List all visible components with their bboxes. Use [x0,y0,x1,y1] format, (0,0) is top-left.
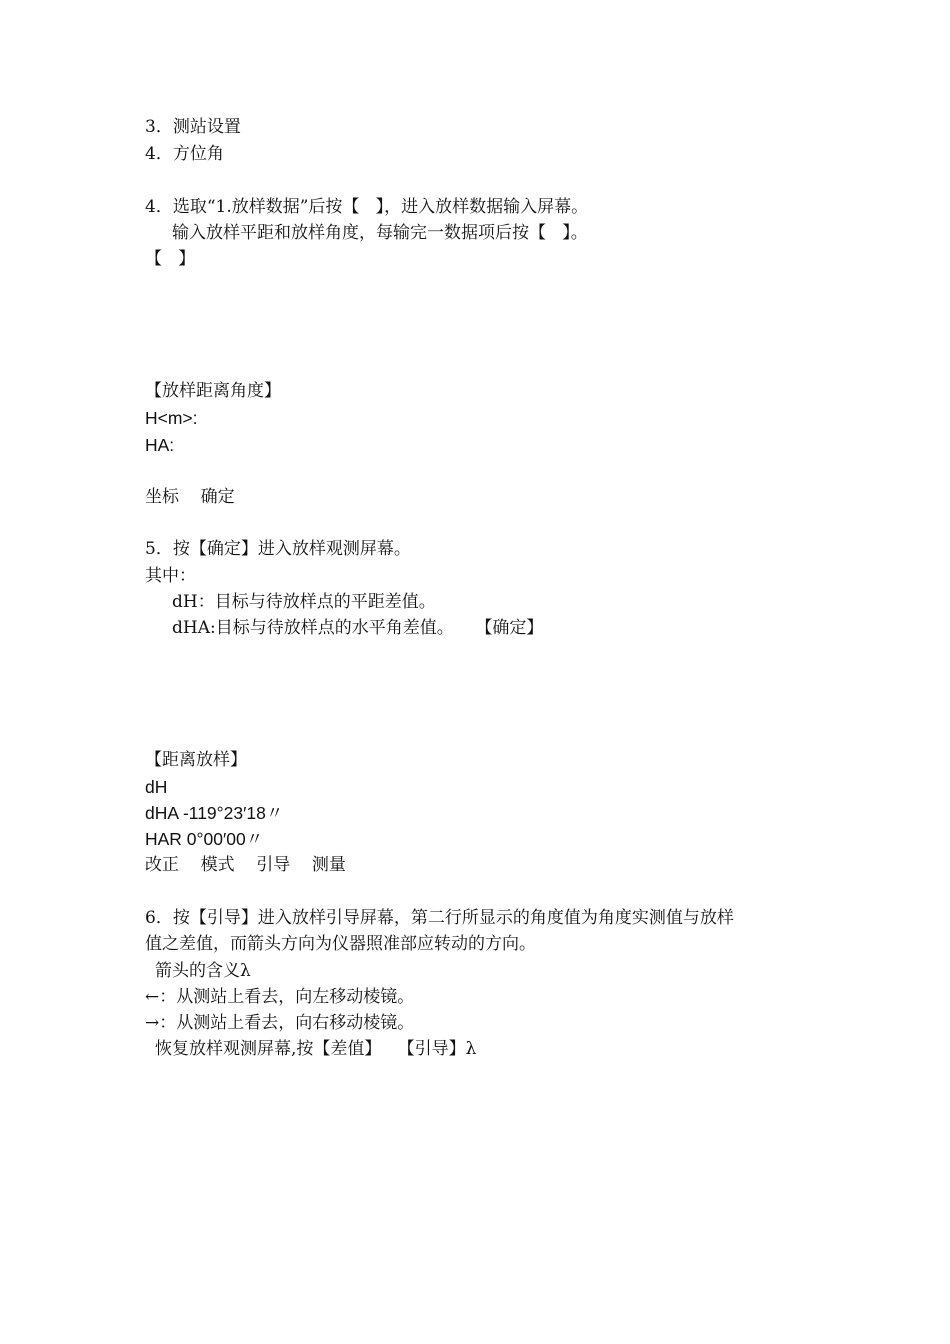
step4-line1: 4．选取“1.放样数据”后按【 】，进入放样数据输入屏幕。 [145,197,589,217]
screen1-field-h: H<m>: [145,408,198,428]
item-station-setup: 3．测站设置 [145,117,241,137]
step4-line2: 输入放样平距和放样角度，每输完一数据项后按【 】。 [172,223,588,243]
screen2-row-har: HAR 0°00′00〃 [145,829,264,849]
screen2-row-dha: dHA -119°23′18〃 [145,803,284,823]
step6-restore: 恢复放样观测屏幕,按【差值】 【引导】λ [155,1039,477,1059]
step6-line1: 6．按【引导】进入放样引导屏幕，第二行所显示的角度值为角度实测值与放样 [145,908,734,928]
screen1-field-ha: HA: [145,435,175,455]
step6-arrow-meaning: 箭头的含义λ [155,961,251,981]
step6-line2: 值之差值，而箭头方向为仪器照准部应转动的方向。 [145,934,536,954]
screen2-softkeys: 改正 模式 引导 测量 [145,855,346,875]
step6-arrow-right: →：从测站上看去，向右移动棱镜。 [145,1013,415,1033]
step4-key: 【 】 [145,249,196,269]
screen1-title: 【放样距离角度】 [145,381,281,401]
item-azimuth: 4．方位角 [145,144,224,164]
step5-line2: 其中： [145,566,196,586]
screen2-row-dh: dH [145,777,168,797]
step6-arrow-left: ←：从测站上看去，向左移动棱镜。 [145,987,415,1007]
step5-dh: dH：目标与待放样点的平距差值。 [172,592,436,612]
step5-line1: 5．按【确定】进入放样观测屏幕。 [145,539,411,559]
step5-dha: dHA:目标与待放样点的水平角差值。 【确定】 [172,618,544,638]
screen1-softkeys: 坐标 确定 [145,487,235,507]
screen2-title: 【距离放样】 [145,750,247,770]
